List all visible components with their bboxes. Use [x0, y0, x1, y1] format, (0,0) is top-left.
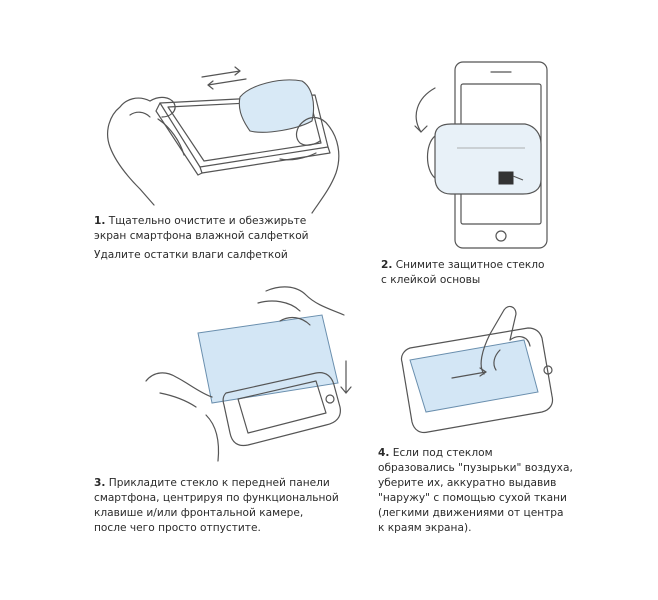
step-4-line-6: к краям экрана). — [378, 522, 472, 534]
step-3-number: 3. — [94, 477, 106, 489]
step-4-text — [378, 446, 573, 536]
step-4-number: 4. — [378, 447, 390, 459]
step-1-line-2: экран смартфона влажной салфеткой — [94, 230, 309, 242]
step-1-number: 1. — [94, 215, 106, 227]
step-3-line-3: клавише и/или фронтальной камере, — [94, 507, 304, 519]
step-4-line-3: уберите их, аккуратно выдавив — [378, 477, 557, 489]
step-4-line-4: "наружу" с помощью сухой ткани — [378, 492, 567, 504]
step-2-line-2: с клейкой основы — [381, 274, 481, 286]
cloth-shape — [239, 80, 313, 132]
step2-illustration — [395, 48, 570, 253]
step-1-line-3: Удалите остатки влаги салфеткой — [94, 249, 288, 261]
step-2-number: 2. — [381, 259, 393, 271]
step1-illustration — [90, 55, 360, 215]
step-3-text — [94, 476, 339, 536]
step-3-line-2: смартфона, центрируя по функциональной — [94, 492, 339, 504]
step-1-line-1: 1. Тщательно очистите и обезжирьте — [94, 215, 307, 227]
step-2-line-1: 2. Снимите защитное стекло — [381, 259, 545, 271]
glass-sheet — [198, 315, 338, 403]
double-arrow-icon — [202, 67, 246, 89]
step-1-text — [94, 214, 309, 263]
step4-illustration — [392, 300, 562, 435]
film-tab — [499, 172, 513, 184]
glass-on-screen — [410, 340, 538, 412]
down-arrow-icon — [341, 361, 351, 393]
step3-illustration — [140, 275, 370, 465]
step-4-line-2: образовались "пузырьки" воздуха, — [378, 462, 573, 474]
peeling-film — [435, 124, 541, 194]
step-4-line-1: 4. Если под стеклом — [378, 447, 493, 459]
step-3-line-1: 3. Прикладите стекло к передней панели — [94, 477, 330, 489]
step-3-line-4: после чего просто отпустите. — [94, 522, 261, 534]
step-4-line-5: (легкими движениями от центра — [378, 507, 564, 519]
step-2-text — [381, 258, 545, 288]
curved-arrow-icon — [415, 88, 435, 132]
